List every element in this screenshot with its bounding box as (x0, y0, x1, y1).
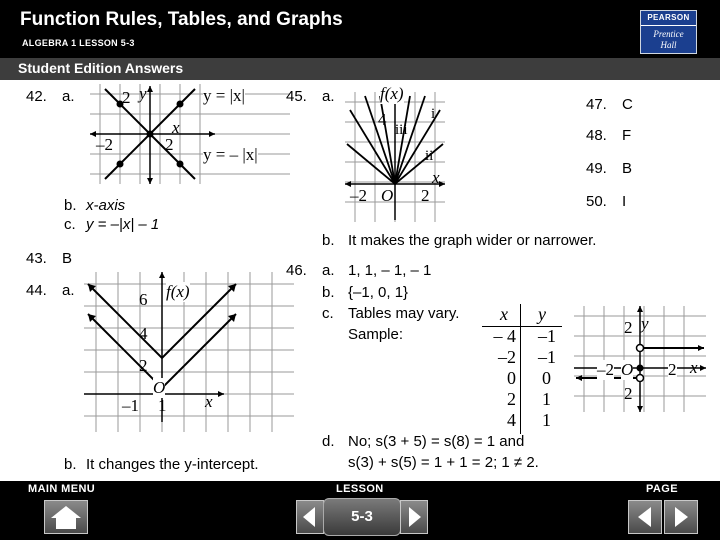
table-cell: 2 (507, 389, 516, 409)
q46-table-header-x: x (500, 304, 508, 324)
q48-number: 48. (586, 127, 607, 144)
q42-tick-y: 2 (122, 88, 131, 107)
q44-axis-x: x (205, 392, 213, 411)
q44-number: 44. (26, 282, 47, 299)
q44-origin: O (153, 378, 166, 397)
lesson-label: LESSON (336, 483, 384, 495)
q44-part-b: b. (64, 456, 77, 473)
q45-tick-4: 4 (378, 110, 387, 129)
q45-axis-x: x (432, 168, 440, 187)
table-cell: 1 (542, 410, 551, 430)
q46-graph (574, 306, 706, 412)
q45-curve-ii: ii (425, 148, 434, 164)
q45-part-b-text: It makes the graph wider or narrower. (348, 232, 597, 249)
q45-tick-neg2: –2 (350, 186, 367, 205)
main-menu-label: MAIN MENU (28, 483, 96, 495)
q42-part-c-text: y = –|x| – 1 (86, 216, 160, 233)
triangle-left-icon (629, 501, 661, 533)
table-cell: – 4 (493, 326, 516, 346)
q46-graph-tick-2neg: 2 (624, 384, 633, 403)
q46-part-d-text2: s(3) + s(5) = 1 + 1 = 2; 1 ≠ 2. (348, 454, 539, 471)
q49-answer: B (622, 160, 633, 177)
q44-tick-2: 2 (139, 356, 148, 375)
q44-fx-label: f(x) (166, 282, 190, 301)
q46-part-a: a. (322, 262, 335, 279)
q45-fx-label: f(x) (380, 84, 404, 103)
q46-table-header-y: y (538, 304, 546, 324)
q44-part-a: a. (62, 282, 75, 299)
q46-graph-axis-y: y (641, 314, 649, 333)
table-cell: 4 (507, 410, 516, 430)
page-next-button[interactable] (664, 500, 698, 534)
q46-part-d: d. (322, 433, 335, 450)
q46-table (478, 304, 564, 434)
q46-part-a-text: 1, 1, – 1, – 1 (348, 262, 432, 279)
pearson-logo: PEARSON Prentice Hall (640, 10, 697, 54)
q45-number: 45. (286, 88, 307, 105)
table-cell: –1 (538, 326, 556, 346)
q47-number: 47. (586, 96, 607, 113)
page-title: Function Rules, Tables, and Graphs (20, 9, 343, 30)
q43-number: 43. (26, 250, 47, 267)
q46-graph-tick-2: 2 (624, 318, 633, 337)
page-label: PAGE (646, 483, 678, 495)
q42-label-bottom: y = – |x| (203, 145, 258, 164)
page-prev-button[interactable] (628, 500, 662, 534)
q42-number: 42. (26, 88, 47, 105)
q46-part-d-text1: No; s(3 + 5) = s(8) = 1 and (348, 433, 525, 450)
lesson-next-button[interactable] (400, 500, 428, 534)
q46-number: 46. (286, 262, 307, 279)
table-cell: 1 (542, 389, 551, 409)
q44-tick-4: 4 (139, 324, 148, 343)
q43-answer: B (62, 250, 73, 267)
q42-tick-xneg: –2 (96, 135, 113, 154)
q42-part-b-text: x-axis (86, 197, 126, 214)
q46-graph-origin: O (621, 360, 634, 379)
q45-curve-i: i (431, 106, 436, 122)
q45-origin: O (381, 186, 394, 205)
q46-part-c: c. (322, 305, 334, 322)
q42-graph (90, 84, 290, 194)
q46-graph-tick-neg2: –2 (597, 360, 614, 379)
section-label: Student Edition Answers (18, 60, 184, 76)
q42-part-b: b. (64, 197, 77, 214)
q46-graph-axis-x: x (690, 358, 698, 377)
q42-part-a: a. (62, 88, 75, 105)
lesson-prev-button[interactable] (296, 500, 324, 534)
q47-answer: C (622, 96, 633, 113)
q44-tick-6: 6 (139, 290, 148, 309)
q46-part-c-text1: Tables may vary. (348, 305, 460, 322)
q44-part-b-text: It changes the y-intercept. (86, 456, 259, 473)
table-cell: –1 (538, 347, 556, 367)
home-button[interactable] (44, 500, 88, 534)
q45-part-b: b. (322, 232, 335, 249)
q46-graph-tick-2x: 2 (668, 360, 677, 379)
q46-part-c-text2: Sample: (348, 326, 404, 343)
q42-tick-xpos: 2 (165, 135, 174, 154)
q45-part-a: a. (322, 88, 335, 105)
q45-tick-2: 2 (421, 186, 430, 205)
home-icon (45, 501, 87, 533)
triangle-left-icon (297, 501, 323, 533)
q46-part-b-text: {–1, 0, 1} (348, 284, 409, 301)
q42-axis-x: x (172, 118, 180, 137)
lesson-subtitle: ALGEBRA 1 LESSON 5-3 (22, 38, 135, 48)
q42-label-top: y = |x| (203, 86, 245, 105)
triangle-right-icon (401, 501, 427, 533)
q44-tick-neg1: –1 (122, 396, 139, 415)
q45-curve-iii: iii (395, 122, 408, 138)
q50-number: 50. (586, 193, 607, 210)
q42-part-c: c. (64, 216, 76, 233)
table-cell: 0 (542, 368, 551, 388)
q46-part-b: b. (322, 284, 335, 301)
table-cell: –2 (498, 347, 516, 367)
q44-tick-1: 1 (158, 396, 167, 415)
q50-answer: I (622, 193, 627, 210)
q42-axis-y: y (139, 84, 147, 103)
q48-answer: F (622, 127, 632, 144)
triangle-right-icon (665, 501, 697, 533)
lesson-number: 5-3 (323, 498, 401, 536)
q49-number: 49. (586, 160, 607, 177)
table-cell: 0 (507, 368, 516, 388)
